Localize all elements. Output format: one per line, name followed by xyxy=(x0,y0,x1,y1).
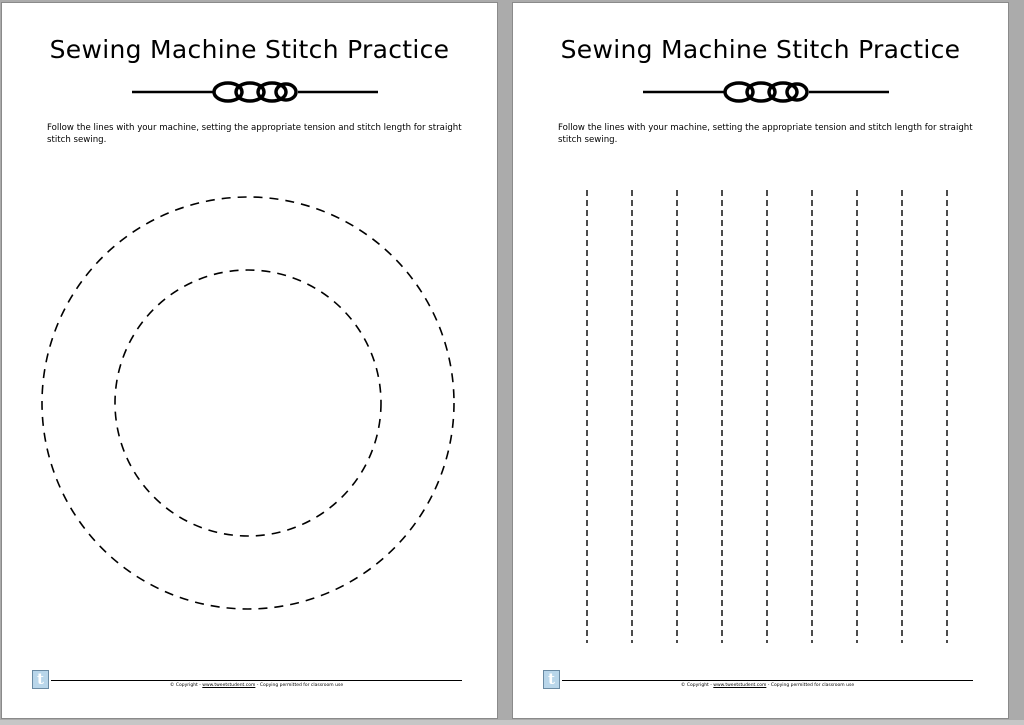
viewer-bottom-edge xyxy=(0,720,1024,725)
copyright-prefix: © Copyright - xyxy=(169,683,203,688)
stitch-practice-pattern xyxy=(2,3,498,719)
page-title: Sewing Machine Stitch Practice xyxy=(49,35,450,64)
publisher-logo: t xyxy=(32,670,49,689)
footer-divider xyxy=(562,680,973,681)
copyright-notice xyxy=(51,683,462,688)
copyright-suffix: - Copying permitted for classroom use xyxy=(766,683,855,688)
copyright-prefix: © Copyright - xyxy=(680,683,714,688)
worksheet-page-lines xyxy=(512,2,1009,719)
worksheet-page-circles xyxy=(1,2,498,719)
footer-divider xyxy=(51,680,462,681)
instructions-text: Follow the lines with your machine, setting the appropriate tension and stitch length for straight stitch sewing. xyxy=(47,123,462,145)
instructions-text: Follow the lines with your machine, setting the appropriate tension and stitch length for straight stitch sewing. xyxy=(558,123,973,145)
publisher-logo: t xyxy=(543,670,560,689)
page-title: Sewing Machine Stitch Practice xyxy=(560,35,961,64)
inner-dashed-circle xyxy=(115,270,381,536)
website-link[interactable]: www.tweetstudent.com xyxy=(202,683,256,688)
outer-dashed-circle xyxy=(42,197,454,609)
copyright-notice xyxy=(562,683,973,688)
copyright-suffix: - Copying permitted for classroom use xyxy=(255,683,344,688)
website-link[interactable]: www.tweetstudent.com xyxy=(713,683,767,688)
stitch-practice-pattern xyxy=(513,3,1009,719)
